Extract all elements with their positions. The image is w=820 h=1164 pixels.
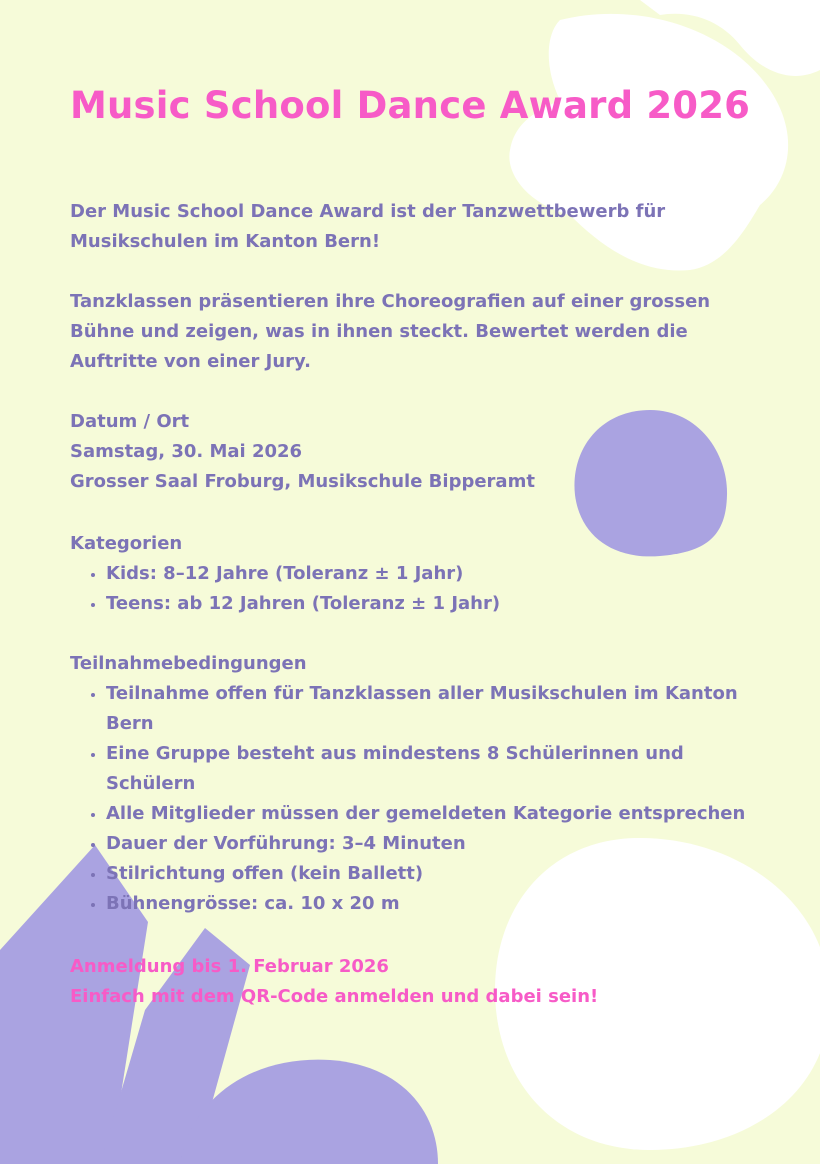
list-item: • Stilrichtung offen (kein Ballett): [106, 859, 746, 889]
intro-section: [70, 197, 760, 257]
conditions-section: [70, 649, 760, 919]
conditions-list: [70, 679, 760, 919]
registration-deadline: Anmeldung bis 1. Februar 2026: [70, 956, 389, 977]
list-item: • Bühnengrösse: ca. 10 x 20 m: [106, 889, 746, 919]
registration-cta: Einfach mit dem QR-Code anmelden und dabei sein!: [70, 986, 599, 1007]
event-date: Samstag, 30. Mai 2026: [70, 441, 303, 462]
conditions-heading: Teilnahmebedingungen: [70, 653, 307, 674]
list-item: • Eine Gruppe besteht aus mindestens 8 Schülerinnen und Schülern: [106, 739, 746, 799]
list-item: • Dauer der Vorführung: 3–4 Minuten: [106, 829, 746, 859]
intro-paragraph-2: Tanzklassen präsentieren ihre Choreografien auf einer grossen Bühne und zeigen, was in ihnen steckt. Bewertet werden die Auftritte von einer Jury.: [70, 291, 711, 372]
registration-section: [70, 952, 760, 1012]
event-location: Grosser Saal Froburg, Musikschule Bipperamt: [70, 471, 535, 492]
list-item: • Teilnahme offen für Tanzklassen aller Musikschulen im Kanton Bern: [106, 679, 746, 739]
date-location-section: [70, 407, 760, 497]
list-item: • Kids: 8–12 Jahre (Toleranz ± 1 Jahr): [106, 559, 760, 589]
intro-section-2: [70, 287, 760, 377]
list-item: • Alle Mitglieder müssen der gemeldeten Kategorie entsprechen: [106, 799, 746, 829]
list-item: • Teens: ab 12 Jahren (Toleranz ± 1 Jahr): [106, 589, 760, 619]
categories-section: [70, 529, 760, 619]
categories-list: [70, 559, 760, 619]
page-title: Music School Dance Award 2026: [70, 84, 751, 127]
date-location-heading: Datum / Ort: [70, 411, 190, 432]
categories-heading: Kategorien: [70, 533, 183, 554]
intro-paragraph-1: Der Music School Dance Award ist der Tanzwettbewerb für Musikschulen im Kanton Bern!: [70, 201, 666, 252]
